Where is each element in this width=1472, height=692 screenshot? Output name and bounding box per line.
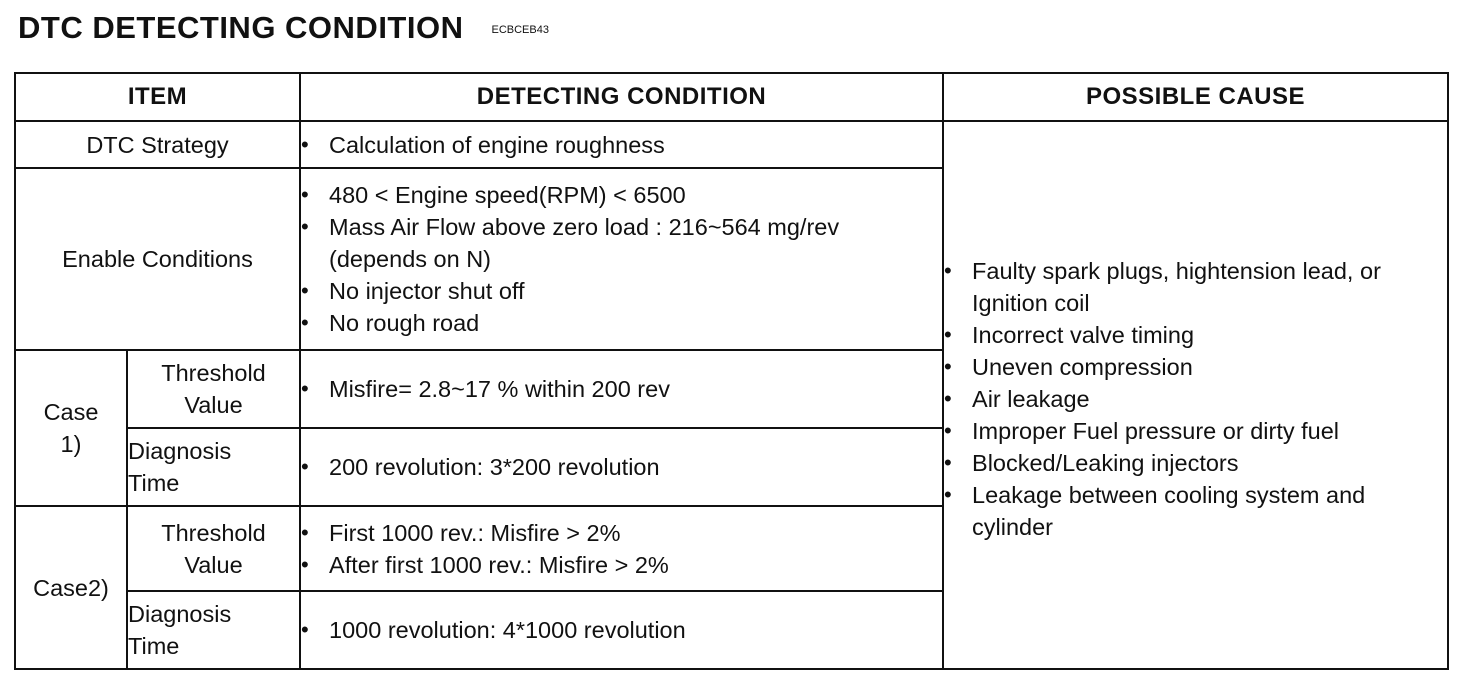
condition-case-2-threshold (300, 506, 943, 591)
item-case-1 (15, 350, 127, 506)
item-dtc-strategy: DTC Strategy (15, 121, 300, 168)
header-item: ITEM (15, 73, 300, 121)
condition-item: • First 1000 rev.: Misfire > 2% (301, 517, 942, 549)
cause-item: • Leakage between cooling system and cylinder (944, 479, 1447, 543)
condition-case-2-diagnosis (300, 591, 943, 669)
item-case-2: Case2) (15, 506, 127, 669)
cause-item: • Faulty spark plugs, hightension lead, or Ignition coil (944, 255, 1447, 319)
cause-item: • Uneven compression (944, 351, 1447, 383)
item-case-1-threshold (127, 350, 300, 428)
page-title (18, 10, 549, 46)
threshold-label-line1: Threshold (161, 519, 266, 546)
condition-case-1-threshold (300, 350, 943, 428)
condition-item: • 480 < Engine speed(RPM) < 6500 (301, 179, 902, 211)
condition-case-1-diagnosis (300, 428, 943, 506)
threshold-label-line1: Threshold (161, 360, 266, 386)
diagnosis-label-line2: Time (128, 470, 180, 496)
condition-item: • Mass Air Flow above zero load : 216~564 mg/rev (depends on N) (301, 211, 902, 275)
threshold-label-line2: Value (184, 392, 243, 418)
cause-item: • Air leakage (944, 383, 1447, 415)
condition-item: • 200 revolution: 3*200 revolution (301, 451, 942, 483)
dtc-condition-table (14, 72, 1449, 670)
diagnosis-label-line1: Diagnosis (128, 438, 232, 464)
condition-item: • No rough road (301, 307, 902, 339)
case-1-label-line2: 1) (60, 431, 82, 457)
cause-item: • Blocked/Leaking injectors (944, 447, 1447, 479)
diagnosis-label-line1: Diagnosis (128, 601, 232, 627)
header-detecting-condition: DETECTING CONDITION (300, 73, 943, 121)
condition-item: • Calculation of engine roughness (301, 129, 942, 161)
item-case-1-diagnosis (127, 428, 300, 506)
condition-item: • 1000 revolution: 4*1000 revolution (301, 614, 942, 646)
condition-item: • After first 1000 rev.: Misfire > 2% (301, 549, 942, 581)
case-1-label-line1: Case (43, 399, 99, 425)
condition-dtc-strategy (300, 121, 943, 168)
condition-item: • Misfire= 2.8~17 % within 200 rev (301, 373, 942, 405)
header-possible-cause: POSSIBLE CAUSE (943, 73, 1448, 121)
item-case-2-threshold (127, 506, 300, 591)
threshold-label-line2: Value (184, 551, 243, 578)
possible-cause-cell (943, 121, 1448, 669)
condition-enable (300, 168, 943, 350)
cause-item: • Incorrect valve timing (944, 319, 1447, 351)
title-text: DTC DETECTING CONDITION (18, 10, 464, 45)
item-case-2-diagnosis (127, 591, 300, 669)
diagnosis-label-line2: Time (128, 633, 180, 659)
cause-item: • Improper Fuel pressure or dirty fuel (944, 415, 1447, 447)
item-enable-conditions: Enable Conditions (15, 168, 300, 350)
condition-item: • No injector shut off (301, 275, 902, 307)
document-code: ECBCEB43 (491, 23, 549, 36)
